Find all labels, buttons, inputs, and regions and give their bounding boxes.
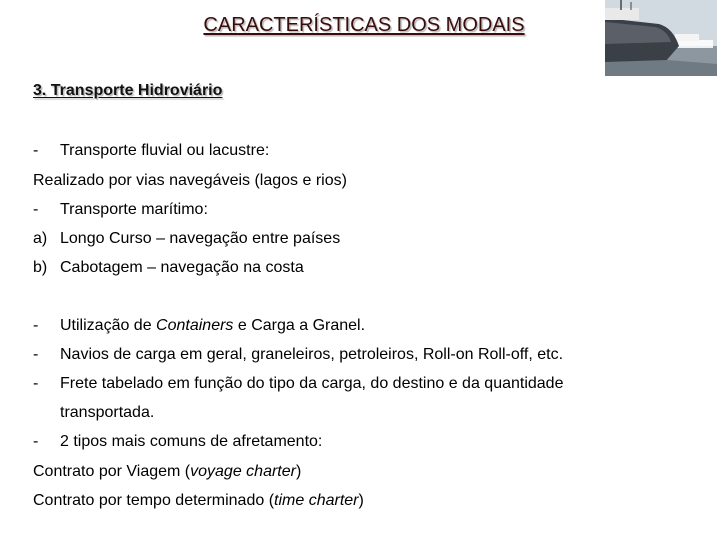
item-containers: [60, 317, 365, 335]
list-label-b: b): [33, 259, 48, 276]
item-contrato-tempo: [33, 492, 364, 510]
item-fluvial: Transporte fluvial ou lacustre:: [60, 142, 270, 159]
containers-em: Containers: [156, 317, 234, 334]
bullet-dash: -: [33, 375, 39, 392]
page-title: CARACTERÍSTICAS DOS MODAIS: [203, 14, 525, 36]
ship-icon: [605, 0, 717, 76]
item-contrato-viagem: [33, 463, 301, 481]
bullet-dash: -: [33, 317, 39, 334]
bullet-dash: -: [33, 346, 39, 363]
bullet-dash: -: [33, 201, 39, 218]
item-longo-curso: Longo Curso – navegação entre países: [60, 230, 341, 247]
item-frete-cont: transportada.: [60, 404, 155, 421]
item-maritimo: Transporte marítimo:: [60, 201, 208, 218]
item-cabotagem: Cabotagem – navegação na costa: [60, 259, 304, 276]
tempo-em: time charter: [274, 492, 359, 509]
list-label-a: a): [33, 230, 48, 247]
section-subtitle: 3. Transporte Hidroviário: [33, 82, 223, 99]
containers-pre: Utilização de: [60, 317, 157, 334]
item-fluvial-desc: Realizado por vias navegáveis (lagos e rios): [33, 172, 347, 189]
bullet-dash: -: [33, 433, 39, 450]
bullet-dash: -: [33, 142, 39, 159]
item-frete: Frete tabelado em função do tipo da carga, do destino e da quantidade: [60, 375, 564, 392]
viagem-post: ): [295, 463, 302, 480]
item-afretamento: 2 tipos mais comuns de afretamento:: [60, 433, 323, 450]
item-navios: Navios de carga em geral, graneleiros, petroleiros, Roll-on Roll-off, etc.: [60, 346, 564, 363]
tempo-pre: Contrato por tempo determinado (: [33, 492, 275, 509]
tempo-post: ): [358, 492, 364, 509]
viagem-pre: Contrato por Viagem (: [33, 463, 191, 480]
containers-post: e Carga a Granel.: [233, 317, 366, 334]
ship-photo: [605, 0, 717, 76]
viagem-em: voyage charter: [190, 463, 296, 480]
